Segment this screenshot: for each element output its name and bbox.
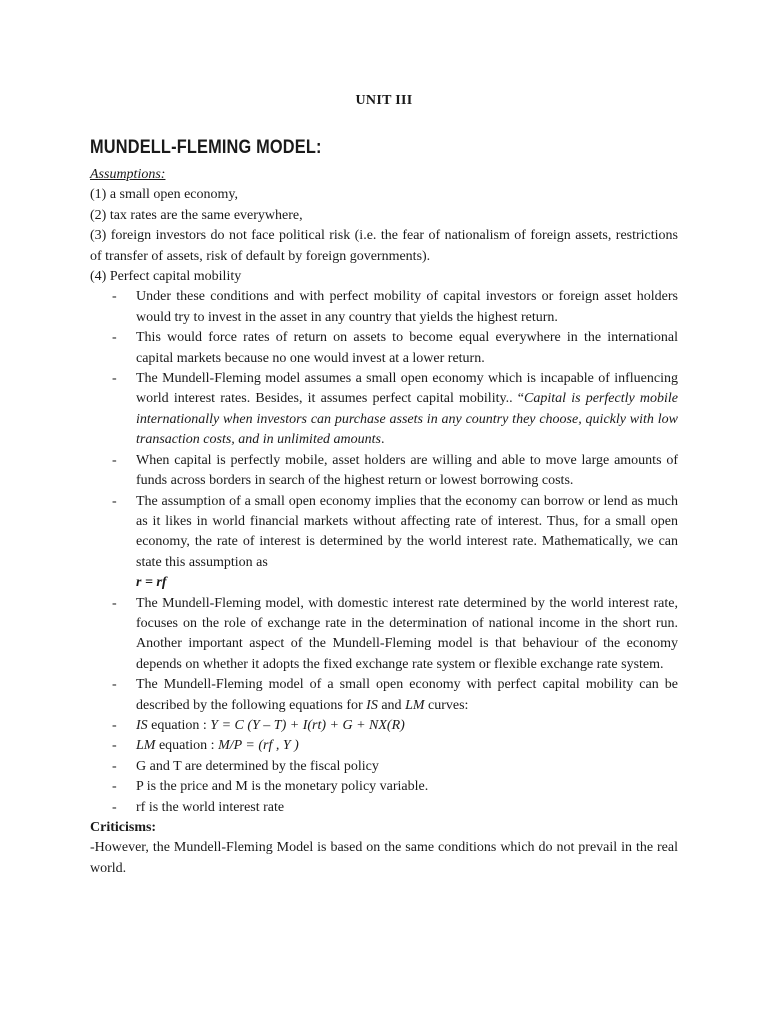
assumption-1: (1) a small open economy, bbox=[90, 187, 238, 203]
page-title: MUNDELL-FLEMING MODEL: bbox=[90, 137, 322, 158]
list-item-text: curves: bbox=[424, 697, 469, 713]
document-body bbox=[90, 165, 678, 879]
is-equation: Y = C (Y – T) + I(rt) + G + NX(R) bbox=[210, 717, 405, 733]
list-item bbox=[90, 492, 678, 594]
criticisms-heading: Criticisms: bbox=[90, 820, 157, 835]
assumption-4: (4) Perfect capital mobility bbox=[90, 269, 242, 285]
unit-heading: UNIT III bbox=[355, 93, 413, 108]
list-item: - P is the price and M is the monetary policy variable. bbox=[90, 777, 678, 797]
is-term: IS bbox=[136, 717, 148, 733]
list-item-text: equation : bbox=[155, 738, 219, 754]
list-item bbox=[90, 369, 678, 451]
lm-equation: M/P = (rf , Y ) bbox=[218, 738, 299, 754]
list-item-text: The assumption of a small open economy implies that the economy can borrow or lend as much as it likes in world financial markets without affecting rate of interest. Thus, for a small open economy, the rate of interest is determined by the world interest rate. Mathematically, we can state this assumption as bbox=[136, 493, 678, 570]
list-item: - G and T are determined by the fiscal policy bbox=[90, 757, 678, 777]
bullet-list bbox=[90, 287, 678, 818]
is-term: IS bbox=[366, 697, 378, 713]
list-item-text: The Mundell-Fleming model assumes a small open economy which is incapable of influencing world interest rates. Besides, it assumes perfect capital mobility.. “ bbox=[136, 371, 678, 407]
list-item: - When capital is perfectly mobile, asset holders are willing and able to move large amounts of funds across borders in search of the highest return or lowest borrowing costs. bbox=[90, 451, 678, 492]
lm-term: LM bbox=[405, 697, 425, 713]
list-item-text: equation : bbox=[147, 717, 211, 733]
list-item-text: . bbox=[381, 432, 385, 448]
assumption-3: (3) foreign investors do not face political risk (i.e. the fear of nationalism of foreign assets, restrictions of transfer of assets, risk of default by foreign governments). bbox=[90, 228, 678, 264]
list-item: - The Mundell-Fleming model, with domestic interest rate determined by the world interest rate, focuses on the role of exchange rate in the determination of national income in the short run. Another important aspect of the Mundell-Fleming model is that behaviour of the economy depends on whether it adopts the fixed exchange rate system or flexible exchange rate system. bbox=[90, 594, 678, 676]
assumptions-label: Assumptions: bbox=[90, 167, 166, 182]
lm-term: LM bbox=[136, 738, 156, 754]
formula: r = rf bbox=[136, 575, 167, 591]
list-item bbox=[90, 736, 678, 756]
assumption-2: (2) tax rates are the same everywhere, bbox=[90, 207, 303, 223]
list-item: - Under these conditions and with perfect mobility of capital investors or foreign asset holders would try to invest in the asset in any country that yields the highest return. bbox=[90, 287, 678, 328]
list-item bbox=[90, 675, 678, 716]
list-item bbox=[90, 716, 678, 736]
list-item-quote: Capital is perfectly mobile internationally when investors can purchase assets in any country they choose, quickly with low transaction costs, and in unlimited amounts bbox=[136, 391, 678, 448]
criticisms-text: -However, the Mundell-Fleming Model is based on the same conditions which do not prevail in the real world. bbox=[90, 840, 678, 876]
list-item: - rf is the world interest rate bbox=[90, 798, 678, 818]
list-item: - This would force rates of return on assets to become equal everywhere in the international capital markets because no one would invest at a lower return. bbox=[90, 328, 678, 369]
list-item-text: and bbox=[377, 697, 406, 713]
list-item-text: The Mundell-Fleming model of a small open economy with perfect capital mobility can be described by the following equations for bbox=[136, 677, 678, 713]
